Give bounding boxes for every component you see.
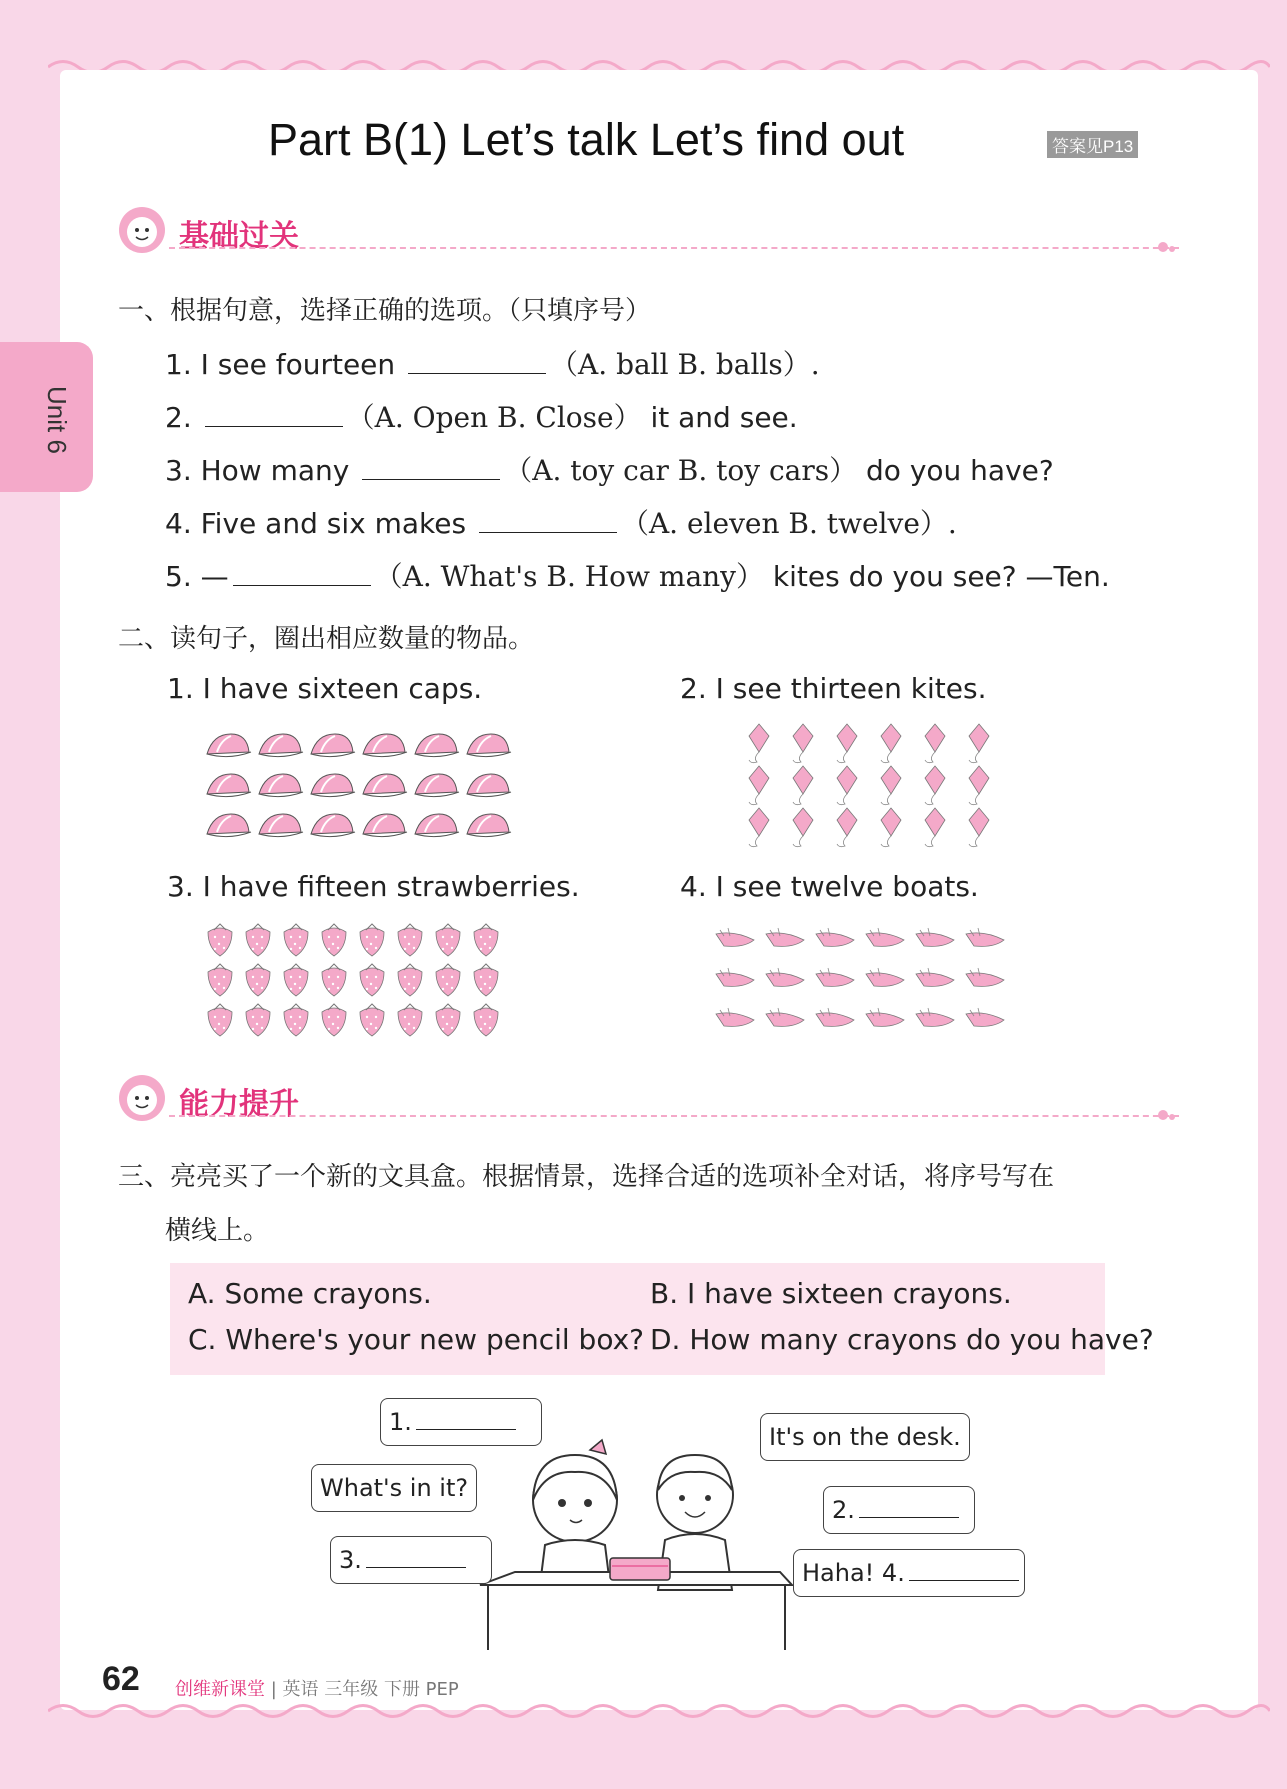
- q2-item-3: 3. I have fifteen strawberries.: [167, 870, 580, 903]
- strawberry-icon[interactable]: [208, 1004, 232, 1036]
- cap-icon[interactable]: [207, 774, 251, 797]
- wavy-border-bottom: [48, 1700, 1270, 1722]
- q2-item-1: 1. I have sixteen caps.: [167, 672, 483, 705]
- q1-item-options: （A. ball B. balls）.: [550, 348, 820, 381]
- answer-blank[interactable]: [205, 400, 343, 427]
- speech-bubble-1: [380, 1398, 542, 1446]
- kites-group[interactable]: [735, 720, 1005, 850]
- kite-icon[interactable]: [925, 766, 945, 805]
- strawberry-icon[interactable]: [360, 1004, 384, 1036]
- kite-icon[interactable]: [793, 724, 813, 763]
- footer-brand: 创维新课堂: [175, 1679, 265, 1700]
- strawberry-icon[interactable]: [436, 964, 460, 996]
- answer-blank[interactable]: [366, 1547, 466, 1568]
- kite-icon[interactable]: [925, 724, 945, 763]
- q2-item-2: 2. I see thirteen kites.: [680, 672, 987, 705]
- caps-group[interactable]: [200, 725, 520, 855]
- boat-icon[interactable]: [966, 968, 1004, 986]
- strawberry-icon[interactable]: [284, 964, 308, 996]
- boat-icon[interactable]: [966, 1008, 1004, 1026]
- q1-item-options: （A. Open B. Close）: [346, 401, 642, 434]
- pencil-box-icon: [610, 1558, 670, 1580]
- strawberry-icon[interactable]: [284, 924, 308, 956]
- kite-icon[interactable]: [925, 808, 945, 847]
- section-header-basic: [117, 205, 1197, 255]
- kite-icon[interactable]: [793, 808, 813, 847]
- strawberry-icon[interactable]: [246, 1004, 270, 1036]
- q1-item-5: [165, 555, 1110, 595]
- strawberry-icon[interactable]: [284, 1004, 308, 1036]
- q1-item-text: 1. I see fourteen: [165, 348, 405, 381]
- cap-icon[interactable]: [415, 814, 459, 837]
- q1-item-1: [165, 343, 820, 383]
- page-title: Part B(1) Let’s talk Let’s find out: [268, 114, 905, 165]
- q1-item-4: [165, 502, 957, 542]
- boat-icon[interactable]: [766, 928, 804, 946]
- boat-icon[interactable]: [716, 968, 754, 986]
- q1-item-text: 5. —: [165, 560, 229, 593]
- speech-bubble-whats-in: What's in it?: [311, 1464, 477, 1512]
- cap-icon[interactable]: [363, 774, 407, 797]
- q1-item-text: 4. Five and six makes: [165, 507, 475, 540]
- cap-icon[interactable]: [467, 734, 511, 757]
- q2-heading: 二、读句子，圈出相应数量的物品。: [118, 624, 535, 654]
- strawberry-icon[interactable]: [474, 924, 498, 956]
- q1-item-3: [165, 449, 1054, 489]
- q1-item-text: 2.: [165, 401, 201, 434]
- strawberry-icon[interactable]: [398, 1004, 422, 1036]
- strawberry-icon[interactable]: [436, 924, 460, 956]
- kite-icon[interactable]: [837, 766, 857, 805]
- footer-meta: 英语 三年级 下册 PEP: [282, 1679, 459, 1700]
- cap-icon[interactable]: [467, 774, 511, 797]
- choice-a: A. Some crayons.: [188, 1277, 432, 1310]
- bubble-text: 1.: [389, 1408, 412, 1436]
- boat-icon[interactable]: [866, 928, 904, 946]
- boat-icon[interactable]: [966, 928, 1004, 946]
- strawberry-icon[interactable]: [474, 1004, 498, 1036]
- desk: [480, 1572, 792, 1650]
- answer-blank[interactable]: [233, 559, 371, 586]
- unit-tab: [0, 342, 93, 492]
- strawberry-icon[interactable]: [436, 1004, 460, 1036]
- kite-icon[interactable]: [881, 724, 901, 763]
- boat-icon[interactable]: [766, 968, 804, 986]
- decor-dots-icon: [1135, 1105, 1175, 1125]
- q1-heading: 一、根据句意，选择正确的选项。（只填序号）: [118, 296, 652, 326]
- section-header-advanced: [117, 1073, 1197, 1123]
- page-number: 62: [102, 1660, 140, 1698]
- cap-icon[interactable]: [311, 774, 355, 797]
- footer-info: 创维新课堂 | 英语 三年级 下册 PEP: [175, 1679, 459, 1700]
- q1-item-text: do you have?: [857, 454, 1054, 487]
- boat-icon[interactable]: [916, 1008, 954, 1026]
- kite-icon[interactable]: [749, 808, 769, 847]
- kite-icon[interactable]: [837, 724, 857, 763]
- choice-c: C. Where's your new pencil box?: [188, 1323, 645, 1356]
- dashed-divider: [169, 1115, 1179, 1117]
- strawberry-icon[interactable]: [360, 964, 384, 996]
- cap-icon[interactable]: [363, 814, 407, 837]
- answer-reference-badge: 答案见P13: [1047, 131, 1138, 158]
- speech-bubble-2: [823, 1486, 975, 1534]
- dashed-divider: [169, 247, 1179, 249]
- boat-icon[interactable]: [816, 928, 854, 946]
- strawberry-icon[interactable]: [322, 924, 346, 956]
- strawberry-icon[interactable]: [246, 964, 270, 996]
- answer-blank[interactable]: [362, 453, 500, 480]
- section-label: 能力提升: [179, 1087, 299, 1122]
- choices-box: [170, 1263, 1154, 1375]
- q3-heading: 三、亮亮买了一个新的文具盒。根据情景，选择合适的选项补全对话，将序号写在: [118, 1162, 1055, 1192]
- cap-icon[interactable]: [259, 814, 303, 837]
- strawberry-icon[interactable]: [474, 964, 498, 996]
- mascot-icon: [117, 1073, 167, 1123]
- q2-item-4: 4. I see twelve boats.: [680, 870, 979, 903]
- section-label: 基础过关: [179, 219, 299, 254]
- girl-figure: [533, 1440, 617, 1585]
- q1-item-2: [165, 396, 798, 436]
- strawberry-icon[interactable]: [322, 964, 346, 996]
- q1-item-text: kites do you see? —Ten.: [764, 560, 1110, 593]
- boat-icon[interactable]: [816, 968, 854, 986]
- strawberry-icon[interactable]: [208, 964, 232, 996]
- bubble-text: 3.: [339, 1546, 362, 1574]
- q3-heading-cont: 横线上。: [165, 1216, 270, 1246]
- cap-icon[interactable]: [311, 814, 355, 837]
- cap-icon[interactable]: [415, 774, 459, 797]
- answer-blank[interactable]: [909, 1560, 1019, 1581]
- cap-icon[interactable]: [259, 774, 303, 797]
- q1-item-options: （A. toy car B. toy cars）: [504, 454, 858, 487]
- kite-icon[interactable]: [881, 766, 901, 805]
- bubble-text: Haha! 4.: [802, 1559, 905, 1587]
- boats-group[interactable]: [710, 918, 1020, 1043]
- kite-icon[interactable]: [837, 808, 857, 847]
- decor-dots-icon: [1135, 237, 1175, 257]
- boat-icon[interactable]: [916, 928, 954, 946]
- kite-icon[interactable]: [749, 766, 769, 805]
- speech-bubble-desk: It's on the desk.: [760, 1413, 970, 1461]
- kite-icon[interactable]: [881, 808, 901, 847]
- choice-d: D. How many crayons do you have?: [650, 1323, 1154, 1356]
- answer-blank[interactable]: [859, 1497, 959, 1518]
- boat-icon[interactable]: [816, 1008, 854, 1026]
- q1-item-text: it and see.: [641, 401, 798, 434]
- unit-tab-label: Unit 6: [42, 386, 72, 454]
- cap-icon[interactable]: [311, 734, 355, 757]
- strawberry-icon[interactable]: [208, 924, 232, 956]
- cap-icon[interactable]: [207, 814, 251, 837]
- mascot-icon: [117, 205, 167, 255]
- answer-blank[interactable]: [408, 347, 546, 374]
- boat-icon[interactable]: [766, 1008, 804, 1026]
- boat-icon[interactable]: [916, 968, 954, 986]
- answer-blank[interactable]: [416, 1409, 516, 1430]
- cap-icon[interactable]: [363, 734, 407, 757]
- strawberry-icon[interactable]: [360, 924, 384, 956]
- choice-b: B. I have sixteen crayons.: [650, 1277, 1012, 1310]
- cap-icon[interactable]: [415, 734, 459, 757]
- speech-bubble-4: [793, 1549, 1025, 1597]
- strawberries-group[interactable]: [200, 918, 510, 1043]
- kite-icon[interactable]: [793, 766, 813, 805]
- strawberry-icon[interactable]: [398, 924, 422, 956]
- kite-icon[interactable]: [969, 724, 989, 763]
- cap-icon[interactable]: [467, 814, 511, 837]
- kite-icon[interactable]: [749, 724, 769, 763]
- cap-icon[interactable]: [207, 734, 251, 757]
- strawberry-icon[interactable]: [246, 924, 270, 956]
- kite-icon[interactable]: [969, 808, 989, 847]
- boat-icon[interactable]: [866, 1008, 904, 1026]
- q1-item-text: 3. How many: [165, 454, 359, 487]
- boat-icon[interactable]: [716, 928, 754, 946]
- q1-item-options: （A. What's B. How many）: [374, 560, 764, 593]
- bubble-text: 2.: [832, 1496, 855, 1524]
- cap-icon[interactable]: [259, 734, 303, 757]
- speech-bubble-3: [330, 1536, 492, 1584]
- strawberry-icon[interactable]: [322, 1004, 346, 1036]
- q1-item-options: （A. eleven B. twelve）.: [620, 507, 957, 540]
- boat-icon[interactable]: [866, 968, 904, 986]
- strawberry-icon[interactable]: [398, 964, 422, 996]
- kite-icon[interactable]: [969, 766, 989, 805]
- answer-blank[interactable]: [479, 506, 617, 533]
- boat-icon[interactable]: [716, 1008, 754, 1026]
